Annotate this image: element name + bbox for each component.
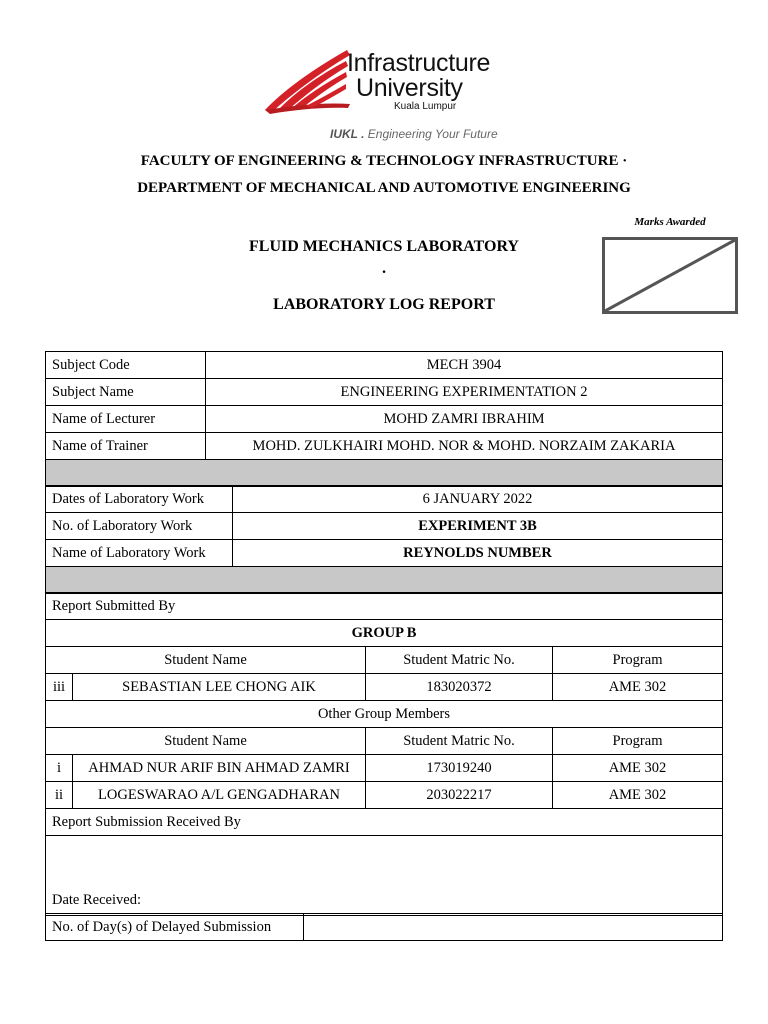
lab-number-value: EXPERIMENT 3B	[233, 513, 723, 540]
title-separator: ·	[381, 264, 387, 281]
section-divider	[46, 567, 723, 594]
delayed-days-label: No. of Day(s) of Delayed Submission	[46, 914, 304, 941]
member-name: AHMAD NUR ARIF BIN AHMAD ZAMRI	[73, 755, 366, 782]
table-row	[46, 433, 723, 460]
table-row	[46, 513, 723, 540]
delay-table	[45, 913, 723, 941]
member-matric: 173019240	[366, 755, 553, 782]
col-program: Program	[553, 728, 723, 755]
trainer-label: Name of Trainer	[46, 433, 206, 460]
faculty-heading: FACULTY OF ENGINEERING & TECHNOLOGY INFRASTRUCTURE ·	[140, 153, 628, 169]
lab-name-label: Name of Laboratory Work	[46, 540, 233, 567]
member-name: LOGESWARAO A/L GENGADHARAN	[73, 782, 366, 809]
submission-table	[45, 592, 723, 916]
student-name: SEBASTIAN LEE CHONG AIK	[73, 674, 366, 701]
logo-name-line2: University	[356, 74, 463, 102]
table-row	[46, 674, 723, 701]
table-row	[46, 782, 723, 809]
table-row	[46, 486, 723, 513]
section-divider	[46, 460, 723, 487]
department-heading: DEPARTMENT OF MECHANICAL AND AUTOMOTIVE ENGINEERING	[137, 180, 631, 196]
table-row	[46, 701, 723, 728]
subject-name-value: ENGINEERING EXPERIMENTATION 2	[206, 379, 723, 406]
received-by-label: Report Submission Received By	[46, 809, 723, 836]
lab-dates-value: 6 JANUARY 2022	[233, 486, 723, 513]
col-program: Program	[553, 647, 723, 674]
table-row	[46, 914, 723, 941]
tagline-text: Engineering Your Future	[364, 127, 498, 141]
lab-name-value: REYNOLDS NUMBER	[233, 540, 723, 567]
logo-location: Kuala Lumpur	[394, 101, 457, 112]
member-index: i	[46, 755, 73, 782]
student-index: iii	[46, 674, 73, 701]
table-row	[46, 406, 723, 433]
logo-swoosh-icon	[262, 46, 357, 116]
member-index: ii	[46, 782, 73, 809]
table-row	[46, 460, 723, 487]
lab-number-label: No. of Laboratory Work	[46, 513, 233, 540]
lecturer-value: MOHD ZAMRI IBRAHIM	[206, 406, 723, 433]
col-matric-no: Student Matric No.	[366, 728, 553, 755]
member-program: AME 302	[553, 755, 723, 782]
table-row	[46, 567, 723, 594]
subject-name-label: Subject Name	[46, 379, 206, 406]
table-row	[46, 755, 723, 782]
delayed-days-value	[304, 914, 723, 941]
university-logo	[262, 44, 512, 144]
subject-table	[45, 351, 723, 487]
member-program: AME 302	[553, 782, 723, 809]
student-program: AME 302	[553, 674, 723, 701]
table-row	[46, 647, 723, 674]
col-student-name: Student Name	[46, 728, 366, 755]
table-row	[46, 352, 723, 379]
student-matric: 183020372	[366, 674, 553, 701]
marks-awarded-label: Marks Awarded	[634, 216, 706, 228]
member-matric: 203022217	[366, 782, 553, 809]
lab-work-table	[45, 485, 723, 594]
subject-code-label: Subject Code	[46, 352, 206, 379]
table-row	[46, 540, 723, 567]
other-members-label: Other Group Members	[46, 701, 723, 728]
trainer-value: MOHD. ZULKHAIRI MOHD. NOR & MOHD. NORZAIM ZAKARIA	[206, 433, 723, 460]
lecturer-label: Name of Lecturer	[46, 406, 206, 433]
col-matric-no: Student Matric No.	[366, 647, 553, 674]
report-title: LABORATORY LOG REPORT	[273, 296, 495, 313]
table-row	[46, 593, 723, 620]
table-row	[46, 620, 723, 647]
submitted-by-label: Report Submitted By	[46, 593, 723, 620]
lab-title: FLUID MECHANICS LABORATORY	[249, 238, 519, 255]
logo-tagline	[330, 127, 498, 141]
lab-dates-label: Dates of Laboratory Work	[46, 486, 233, 513]
date-received-label: Date Received:	[46, 836, 723, 916]
group-name: GROUP B	[46, 620, 723, 647]
subject-code-value: MECH 3904	[206, 352, 723, 379]
table-row	[46, 836, 723, 916]
logo-name-line1: Infrastructure	[347, 49, 491, 77]
tagline-brand: IUKL .	[330, 127, 365, 141]
table-row	[46, 728, 723, 755]
table-row	[46, 809, 723, 836]
col-student-name: Student Name	[46, 647, 366, 674]
table-row	[46, 379, 723, 406]
